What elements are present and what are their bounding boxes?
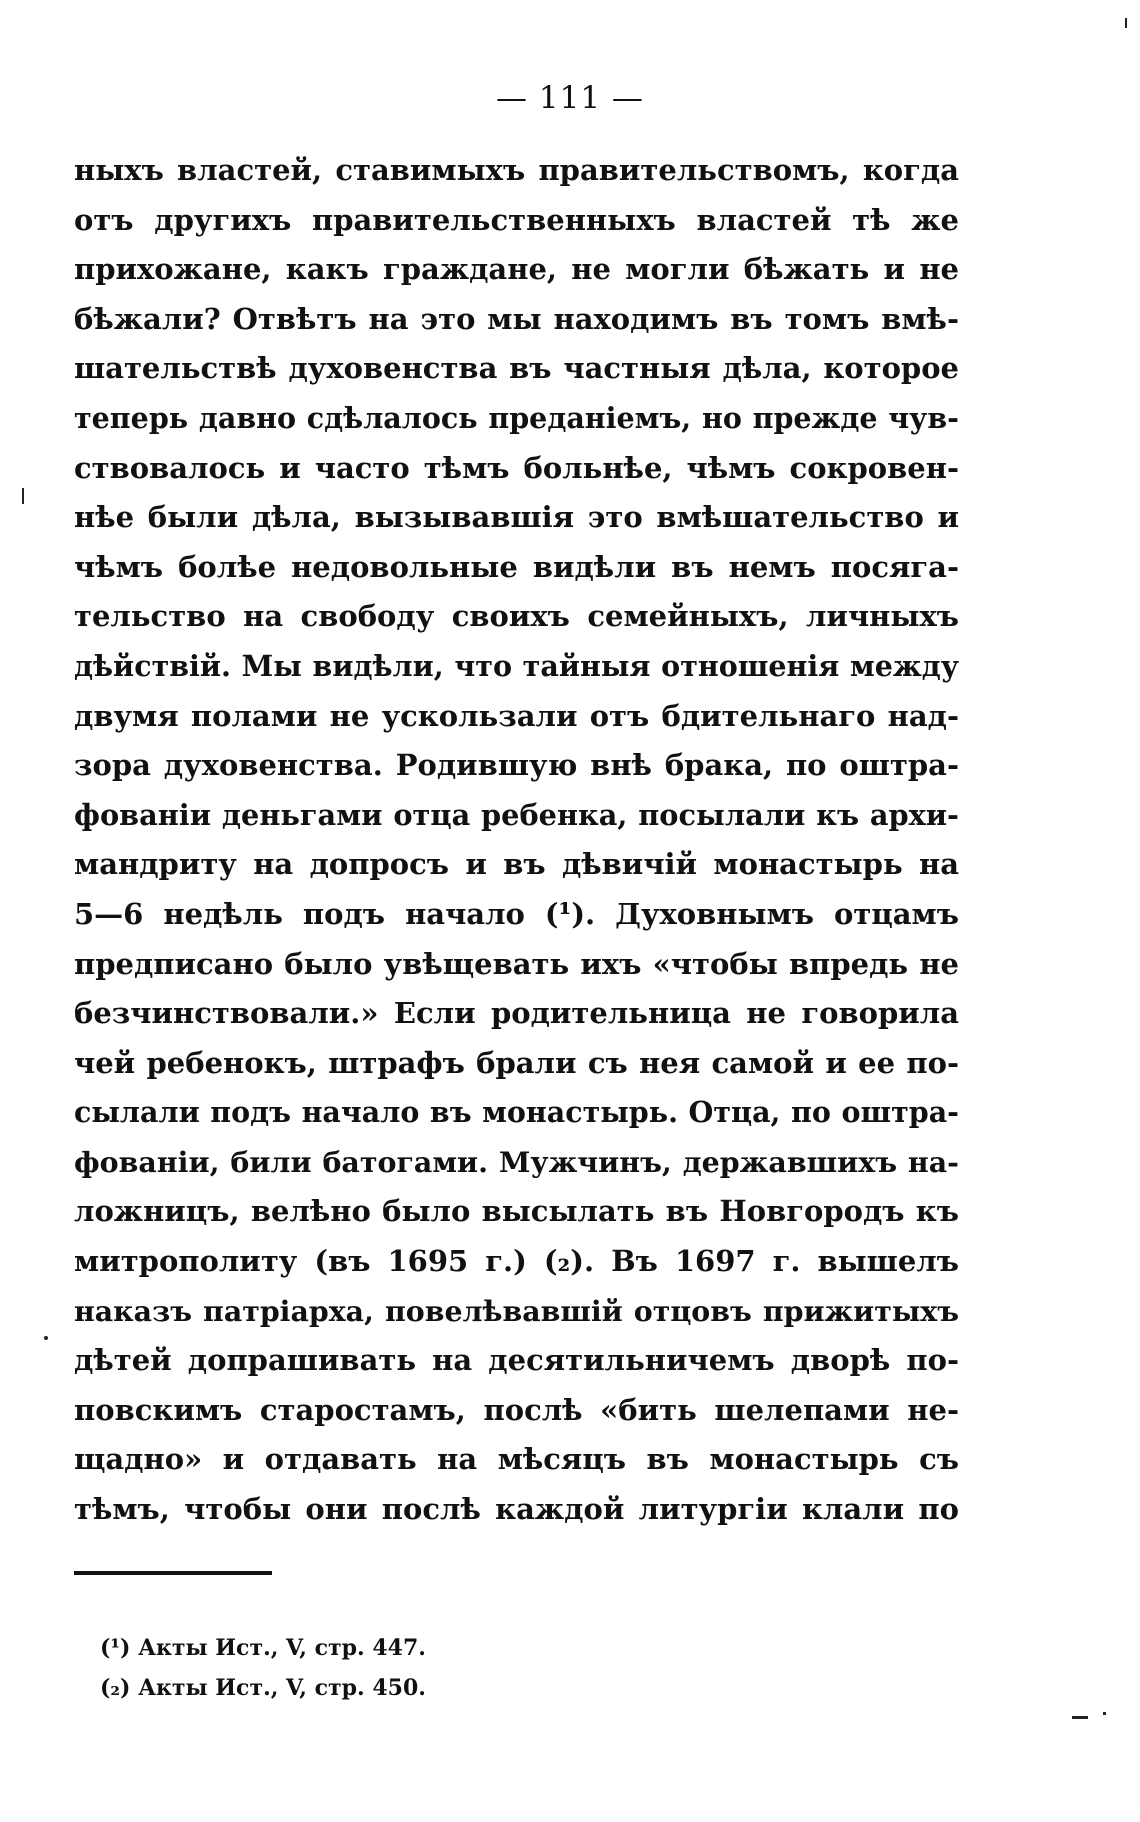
text-line: ствовалось и часто тѣмъ больнѣе, чѣмъ сокровен- xyxy=(74,450,959,485)
text-line: тельство на свободу своихъ семейныхъ, личныхъ xyxy=(74,599,959,634)
text-line: бѣжали? Отвѣтъ на это мы находимъ въ томъ вмѣ- xyxy=(74,301,959,336)
text-line: зора духовенства. Родившую внѣ брака, по оштра- xyxy=(74,748,959,783)
body-text xyxy=(74,146,959,1535)
text-line: наказъ патріарха, повелѣвавшій отцовъ прижитыхъ xyxy=(74,1293,959,1328)
page-number: — 111 — xyxy=(496,80,644,116)
text-line: мандриту на допросъ и въ дѣвичій монастырь на xyxy=(74,847,959,882)
footnote: (¹) Акты Ист., V, стр. 447. xyxy=(100,1635,426,1661)
text-line: повскимъ старостамъ, послѣ «бить шелепами не- xyxy=(74,1392,959,1427)
text-line: прихожане, какъ граждане, не могли бѣжать и не xyxy=(74,252,959,287)
text-line: дѣйствій. Мы видѣли, что тайныя отношенія между xyxy=(74,648,959,683)
text-line: ложницъ, велѣно было высылать въ Новгородъ къ xyxy=(74,1194,959,1229)
scan-speck xyxy=(44,1336,48,1340)
footnote: (₂) Акты Ист., V, стр. 450. xyxy=(100,1675,426,1701)
scan-speck xyxy=(1072,1716,1088,1719)
text-line: нѣе были дѣла, вызывавшія это вмѣшательство и xyxy=(74,500,959,535)
text-line: двумя полами не ускользали отъ бдительнаго над- xyxy=(74,698,959,733)
text-line: дѣтей допрашивать на десятильничемъ дворѣ по- xyxy=(74,1343,959,1378)
text-line: шательствѣ духовенства въ частныя дѣла, которое xyxy=(74,351,959,386)
scan-speck xyxy=(22,488,24,504)
footnote-divider xyxy=(74,1571,272,1575)
text-line: фованіи, били батогами. Мужчинъ, державшихъ на- xyxy=(74,1144,959,1179)
scan-speck xyxy=(1103,1712,1106,1715)
text-line: 5—6 недѣль подъ начало (¹). Духовнымъ отцамъ xyxy=(74,896,959,931)
footnotes xyxy=(100,1628,800,1708)
text-line: чѣмъ болѣе недовольные видѣли въ немъ посяга- xyxy=(74,549,959,584)
text-line: сылали подъ начало въ монастырь. Отца, по оштра- xyxy=(74,1095,959,1130)
text-line: тѣмъ, чтобы они послѣ каждой литургіи клали по xyxy=(74,1492,959,1527)
text-line: фованіи деньгами отца ребенка, посылали къ архи- xyxy=(74,797,959,832)
text-line: щадно» и отдавать на мѣсяцъ въ монастырь съ xyxy=(74,1442,959,1477)
text-line: отъ другихъ правительственныхъ властей тѣ же xyxy=(74,202,959,237)
text-line: безчинствовали.» Если родительница не говорила xyxy=(74,996,959,1031)
text-line: чей ребенокъ, штрафъ брали съ нея самой и ее по- xyxy=(74,1045,959,1080)
text-line: теперь давно сдѣлалось преданіемъ, но прежде чув- xyxy=(74,400,959,435)
text-line: ныхъ властей, ставимыхъ правительствомъ, когда xyxy=(74,153,959,187)
text-line: предписано было увѣщевать ихъ «чтобы впредь не xyxy=(74,946,959,981)
scan-speck xyxy=(1125,18,1127,28)
text-line: митрополиту (въ 1695 г.) (₂). Въ 1697 г. вышелъ xyxy=(74,1244,959,1279)
